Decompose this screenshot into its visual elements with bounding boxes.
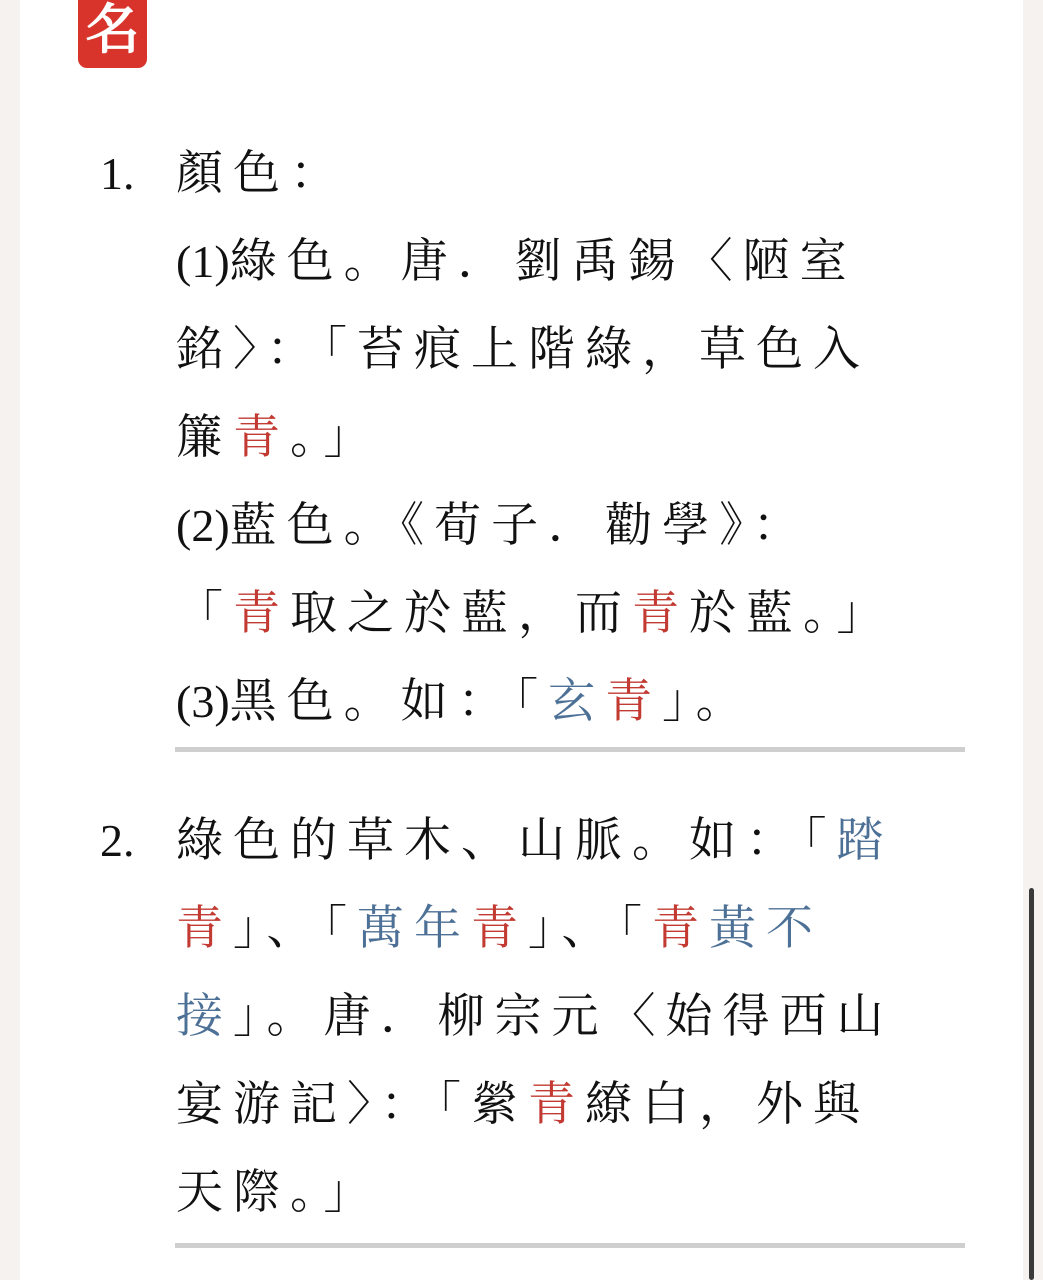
word-link[interactable]: 黃不 <box>709 901 823 956</box>
definition-text <box>176 130 956 746</box>
headword-highlight[interactable]: 青 <box>233 410 290 465</box>
definition-divider <box>175 747 965 752</box>
definition-line <box>176 973 956 1061</box>
word-link[interactable]: 踏 <box>836 813 894 868</box>
text-segment: 銘〉：「苔痕上階綠，草色入 <box>176 322 870 377</box>
definition-line <box>176 394 956 482</box>
headword-highlight[interactable]: 青 <box>605 674 663 729</box>
text-segment: 」、「 <box>233 901 357 956</box>
definition-line <box>176 482 956 570</box>
text-segment: 藍色。《荀子．勸學》： <box>229 498 810 553</box>
headword-highlight[interactable]: 青 <box>652 901 709 956</box>
scrollbar[interactable] <box>1029 888 1034 1280</box>
text-segment: 綠色的草木、山脈。如：「 <box>176 813 837 868</box>
definition-line <box>176 218 956 306</box>
definition-line <box>176 570 956 658</box>
definition-line <box>176 658 956 746</box>
sense-number: (3) <box>176 676 230 727</box>
word-link[interactable]: 接 <box>176 989 233 1044</box>
definition-line <box>176 1149 956 1237</box>
sense-number: (1) <box>176 236 230 287</box>
headword-highlight[interactable]: 青 <box>528 1077 585 1132</box>
text-segment: 繚白，外與 <box>585 1077 870 1132</box>
headword-highlight[interactable]: 青 <box>233 586 290 641</box>
definition-number: 1. <box>100 148 135 199</box>
text-segment: 」。唐．柳宗元〈始得西山 <box>233 989 894 1044</box>
word-link[interactable]: 萬年 <box>357 901 471 956</box>
text-segment: 宴游記〉：「縈 <box>176 1077 528 1132</box>
definition-divider <box>175 1243 965 1248</box>
definition-text <box>176 797 956 1237</box>
word-link[interactable]: 玄 <box>548 674 606 729</box>
headword-highlight[interactable]: 青 <box>176 901 233 956</box>
text-segment: 天際。」 <box>176 1165 381 1220</box>
part-of-speech-badge: 名 <box>78 0 147 68</box>
text-segment: 」、「 <box>528 901 652 956</box>
text-segment: 取之於藍，而 <box>290 586 632 641</box>
headword-highlight[interactable]: 青 <box>632 586 689 641</box>
text-segment: 簾 <box>176 410 233 465</box>
sense-number: (2) <box>176 500 230 551</box>
text-segment: 。」 <box>290 410 381 465</box>
definition-line <box>176 306 956 394</box>
text-segment: 顏色： <box>176 146 347 201</box>
definition-line <box>176 797 956 885</box>
definition-line <box>176 130 956 218</box>
headword-highlight[interactable]: 青 <box>471 901 528 956</box>
definition-line <box>176 885 956 973</box>
text-segment: 綠色。唐．劉禹錫〈陋室 <box>229 234 857 289</box>
text-segment: 於藍。」 <box>689 586 894 641</box>
definition-number: 2. <box>100 815 135 866</box>
text-segment: 黑色。如：「 <box>229 674 549 729</box>
text-segment: 」。 <box>662 674 753 729</box>
definition-line <box>176 1061 956 1149</box>
text-segment: 「 <box>176 586 233 641</box>
